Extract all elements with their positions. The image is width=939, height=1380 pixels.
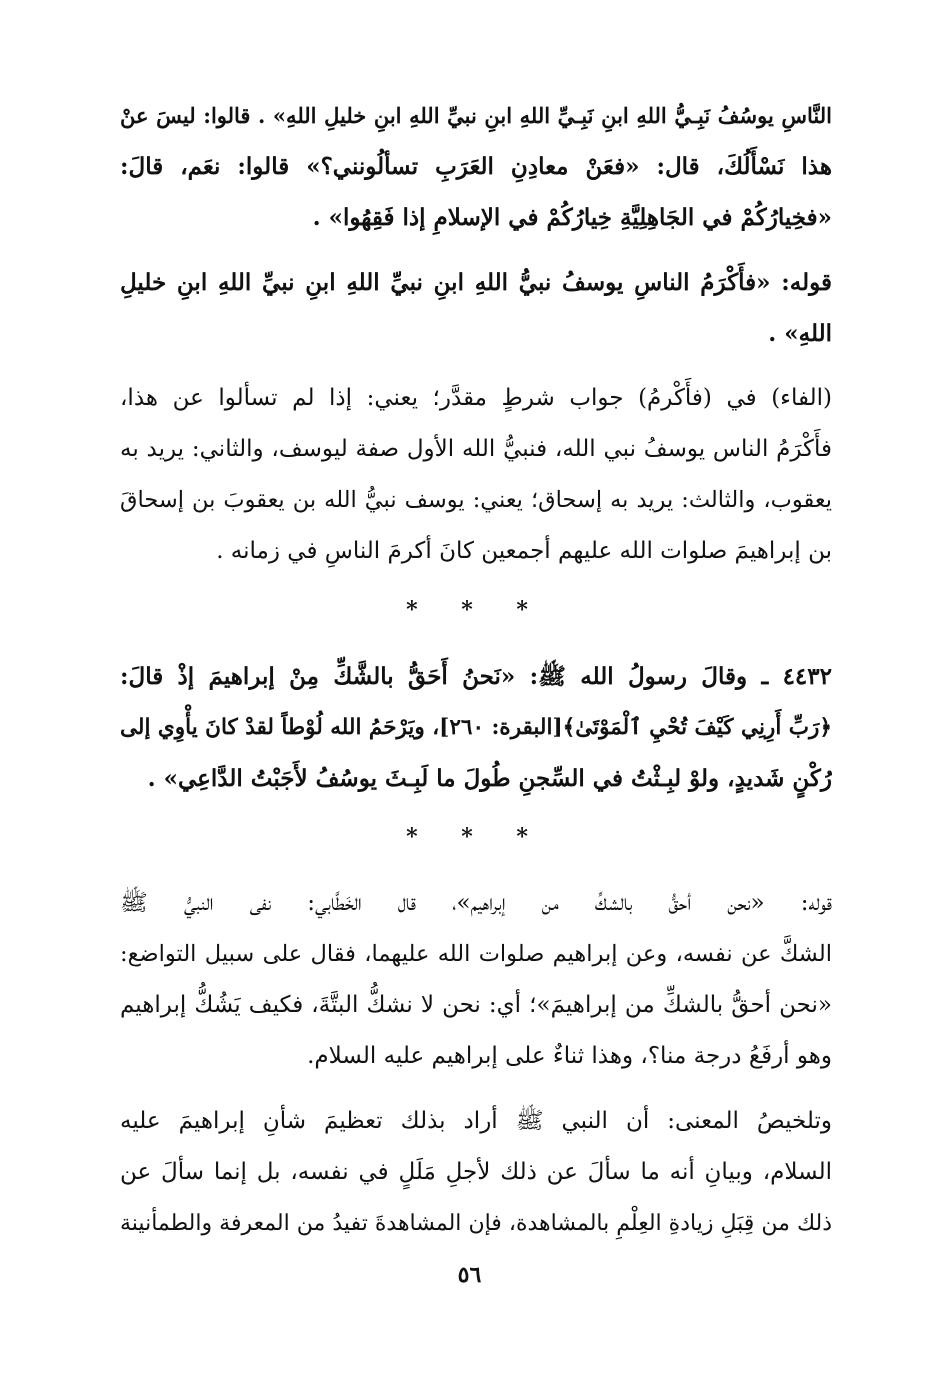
commentary-paragraph (120, 373, 832, 577)
text-line: يعقوب، والثالث: يريد به إسحاق؛ يعني: يوسف نبيُّ الله بن يعقوبَ بن إسحاقَ (120, 487, 832, 513)
text-line: الشكَّ عن نفسه، وعن إبراهيم صلوات الله عليهما، فقال على سبيل التواضع: (120, 941, 832, 967)
page-number: ٥٦ (457, 1262, 482, 1288)
commentary-quote (120, 257, 832, 359)
hadith-text (120, 651, 832, 804)
text-line: «نحن أحقُّ بالشكِّ من إبراهيمَ»؛ أي: نحن لا نشكُّ البتَّةَ، فكيف يَشُكُّ إبراهيم (120, 992, 832, 1018)
text-line: اللهِ» . (768, 320, 832, 347)
text-line: قوله: «نحن أحقُّ بالشكِّ من إبراهيم»، قال الخَطَّابي: نفى النبيُّ ﷺ (120, 890, 832, 916)
text-line: بن إبراهيمَ صلوات الله عليهم أجمعين كانَ أكرمَ الناسِ في زمانه . (216, 538, 832, 564)
text-line: ٤٤٣٢ ـ وقالَ رسولُ الله ﷺ: «نَحنُ أَحَقُّ بالشَّكِّ مِنْ إبراهيمَ إذْ قالَ: (120, 663, 832, 690)
text-line: النَّاسِ يوسُفُ نَبِـيُّ اللهِ ابنِ نَبِـيِّ اللهِ ابنِ نبيِّ اللهِ ابنِ خليلِ اللهِ» . قالوا: ليسَ عنْ (120, 103, 832, 128)
text-line: قوله: «فأَكْرَمُ الناسِ يوسفُ نبيُّ اللهِ ابنِ نبيِّ اللهِ ابنِ نبيِّ اللهِ ابنِ خليلِ (120, 269, 832, 296)
text-line: هذا نَسْأَلُكَ، قال: «فعَنْ معادِنِ العَرَبِ تسألُونني؟» قالوا: نعَم، قالَ: (120, 153, 832, 180)
section-separator: * * * (406, 824, 546, 850)
text-line: فأَكْرَمُ الناس يوسفُ نبي الله، فنبيُّ الله الأول صفة ليوسف، والثاني: يريد به (120, 436, 832, 462)
page-body (120, 90, 832, 1263)
section-separator: * * * (406, 597, 546, 623)
hadith-text-continuation (120, 90, 832, 243)
text-line: رُكْنٍ شَديدٍ، ولوْ لبِـثْتُ في السِّجنِ طُولَ ما لَبِـثَ يوسُفُ لأَجَبْتُ الدَّاعِي» . (147, 765, 832, 792)
commentary-paragraph (120, 1096, 832, 1249)
commentary-paragraph (120, 878, 832, 1082)
text-line: وهو أرفَعُ درجة منا؟، وهذا ثناءٌ على إبراهيم عليه السلام. (307, 1043, 832, 1069)
text-line: (الفاء) في (فأَكْرمُ) جواب شرطٍ مقدَّر؛ يعني: إذا لم تسألوا عن هذا، (120, 385, 832, 411)
text-line: «فخِيارُكُمْ في الجَاهِلِيَّةِ خِيارُكُمْ في الإسلامِ إذا فَقِهُوا» . (312, 204, 832, 231)
text-line: ذلك من قِبَلِ زيادةِ العِلْمِ بالمشاهدة، فإن المشاهدةَ تفيدُ من المعرفة والطمأنينة (120, 1211, 832, 1236)
text-line: ﴿رَبِّ أَرِنِي كَيْفَ تُحْيِ ٱلْمَوْتَىٰ﴾[البقرة: ٢٦٠]، ويَرْحَمُ الله لُوْطاً لقدْ كانَ يأْوِي إلى (120, 715, 832, 740)
text-line: السلام، وبيانِ أنه ما سألَ عن ذلك لأجلِ مَلَلٍ في نفسه، بل إنما سألَ عن (120, 1159, 832, 1185)
text-line: وتلخيصُ المعنى: أن النبي ﷺ أراد بذلك تعظيمَ شأنِ إبراهيمَ عليه (120, 1108, 832, 1134)
